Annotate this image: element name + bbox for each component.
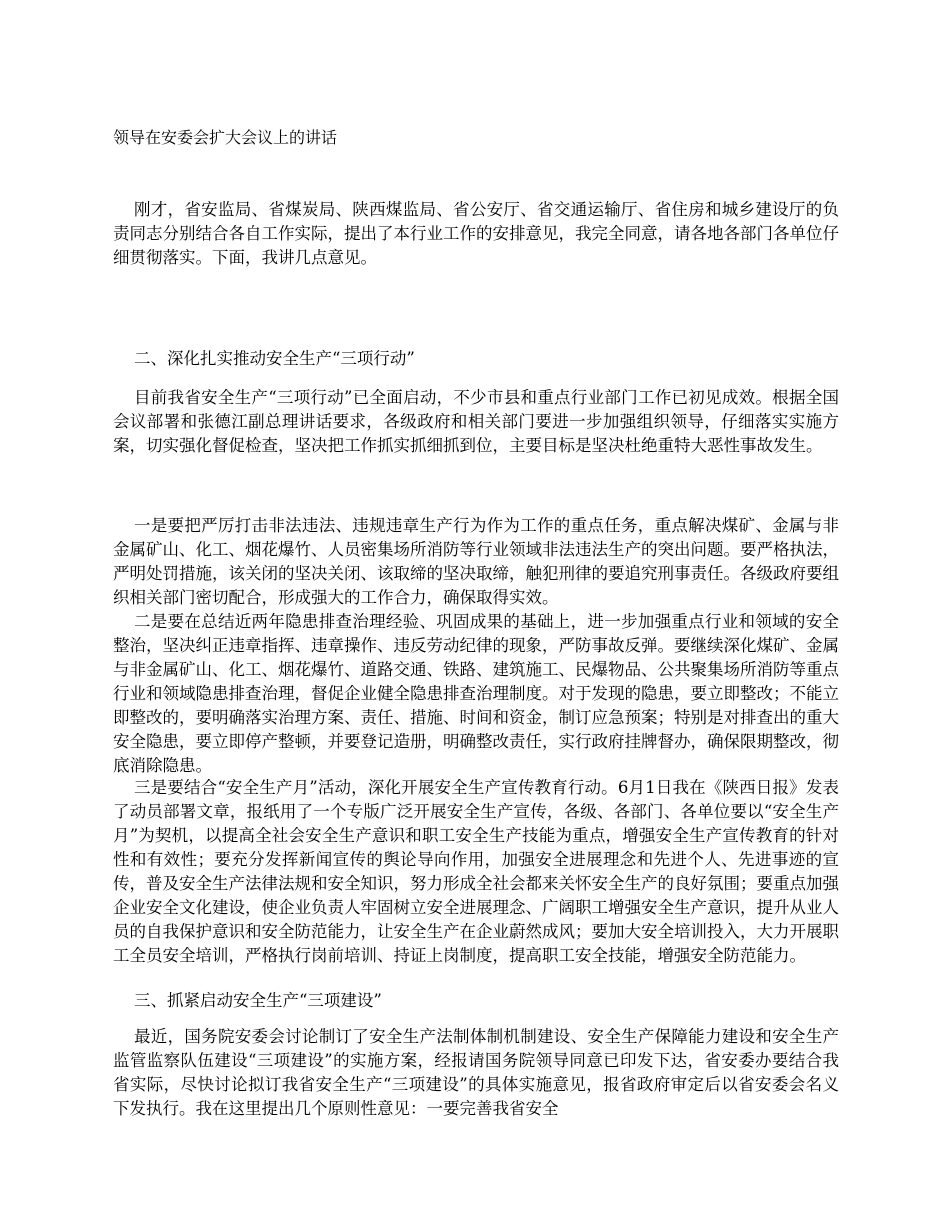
section-2-paragraph-3: 二是要在总结近两年隐患排查治理经验、巩固成果的基础上，进一步加强重点行业和领域的安全整治，坚决纠正违章指挥、违章操作、违反劳动纪律的现象，严防事故反弹。要继续深化煤矿、金属与非金属矿山、化工、烟花爆竹、道路交通、铁路、建筑施工、民爆物品、公共聚集场所消防等重点行业和领域隐患排查治理，督促企业健全隐患排查治理制度。对于发现的隐患，要立即整改；不能立即整改的，要明确落实治理方案、责任、措施、时间和资金，制订应急预案；特别是对排查出的重大安全隐患，要立即停产整顿，并要登记造册，明确整改责任，实行政府挂牌督办，确保限期整改，彻底消除隐患。 (113, 612, 839, 775)
section-2-heading: 二、深化扎实推动安全生产“三项行动” (133, 349, 415, 368)
intro-paragraph: 刚才，省安监局、省煤炭局、陕西煤监局、省公安厅、省交通运输厅、省住房和城乡建设厅的负责同志分别结合各自工作实际，提出了本行业工作的安排意见，我完全同意，请各地各部门各单位仔细贯彻落实。下面，我讲几点意见。 (113, 200, 839, 267)
section-2-paragraph-4: 三是要结合“安全生产月”活动，深化开展安全生产宣传教育行动。6月1日我在《陕西日报》发表了动员部署文章，报纸用了一个专版广泛开展安全生产宣传，各级、各部门、各单位要以“安全生产月”为契机，以提高全社会安全生产意识和职工安全生产技能为重点，增强安全生产宣传教育的针对性和有效性；要充分发挥新闻宣传的舆论导向作用，加强安全进展理念和先进个人、先进事迹的宣传，普及安全生产法律法规和安全知识，努力形成全社会都来关怀安全生产的良好氛围；要重点加强企业安全文化建设，使企业负责人牢固树立安全进展理念、广阔职工增强安全生产意识，提升从业人员的自我保护意识和安全防范能力，让安全生产在企业蔚然成风；要加大安全培训投入，大力开展职工全员安全培训，严格执行岗前培训、持证上岗制度，提高职工安全技能，增强安全防范能力。 (113, 778, 839, 965)
section-2-paragraph-2: 一是要把严厉打击非法违法、违规违章生产行为作为工作的重点任务，重点解决煤矿、金属与非金属矿山、化工、烟花爆竹、人员密集场所消防等行业领域非法违法生产的突出问题。要严格执法，严明处罚措施，该关闭的坚决关闭、该取缔的坚决取缔，触犯刑律的要追究刑事责任。各级政府要组织相关部门密切配合，形成强大的工作合力，确保取得实效。 (113, 516, 839, 607)
section-3-paragraph-1: 最近，国务院安委会讨论制订了安全生产法制体制机制建设、安全生产保障能力建设和安全生产监管监察队伍建设“三项建设”的实施方案，经报请国务院领导同意已印发下达，省安委办要结合我省实际，尽快讨论拟订我省安全生产“三项建设”的具体实施意见，报省政府审定后以省安委会名义下发执行。我在这里提出几个原则性意见：一要完善我省安全 (113, 1027, 839, 1118)
document-title: 领导在安委会扩大会议上的讲话 (113, 128, 338, 147)
section-2-paragraph-1: 目前我省安全生产“三项行动”已全面启动，不少市县和重点行业部门工作已初见成效。根据全国会议部署和张德江副总理讲话要求，各级政府和相关部门要进一步加强组织领导，仔细落实实施方案，切实强化督促检查，坚决把工作抓实抓细抓到位，主要目标是坚决杜绝重特大恶性事故发生。 (113, 388, 839, 455)
section-3-heading: 三、抓紧启动安全生产“三项建设” (133, 991, 382, 1010)
